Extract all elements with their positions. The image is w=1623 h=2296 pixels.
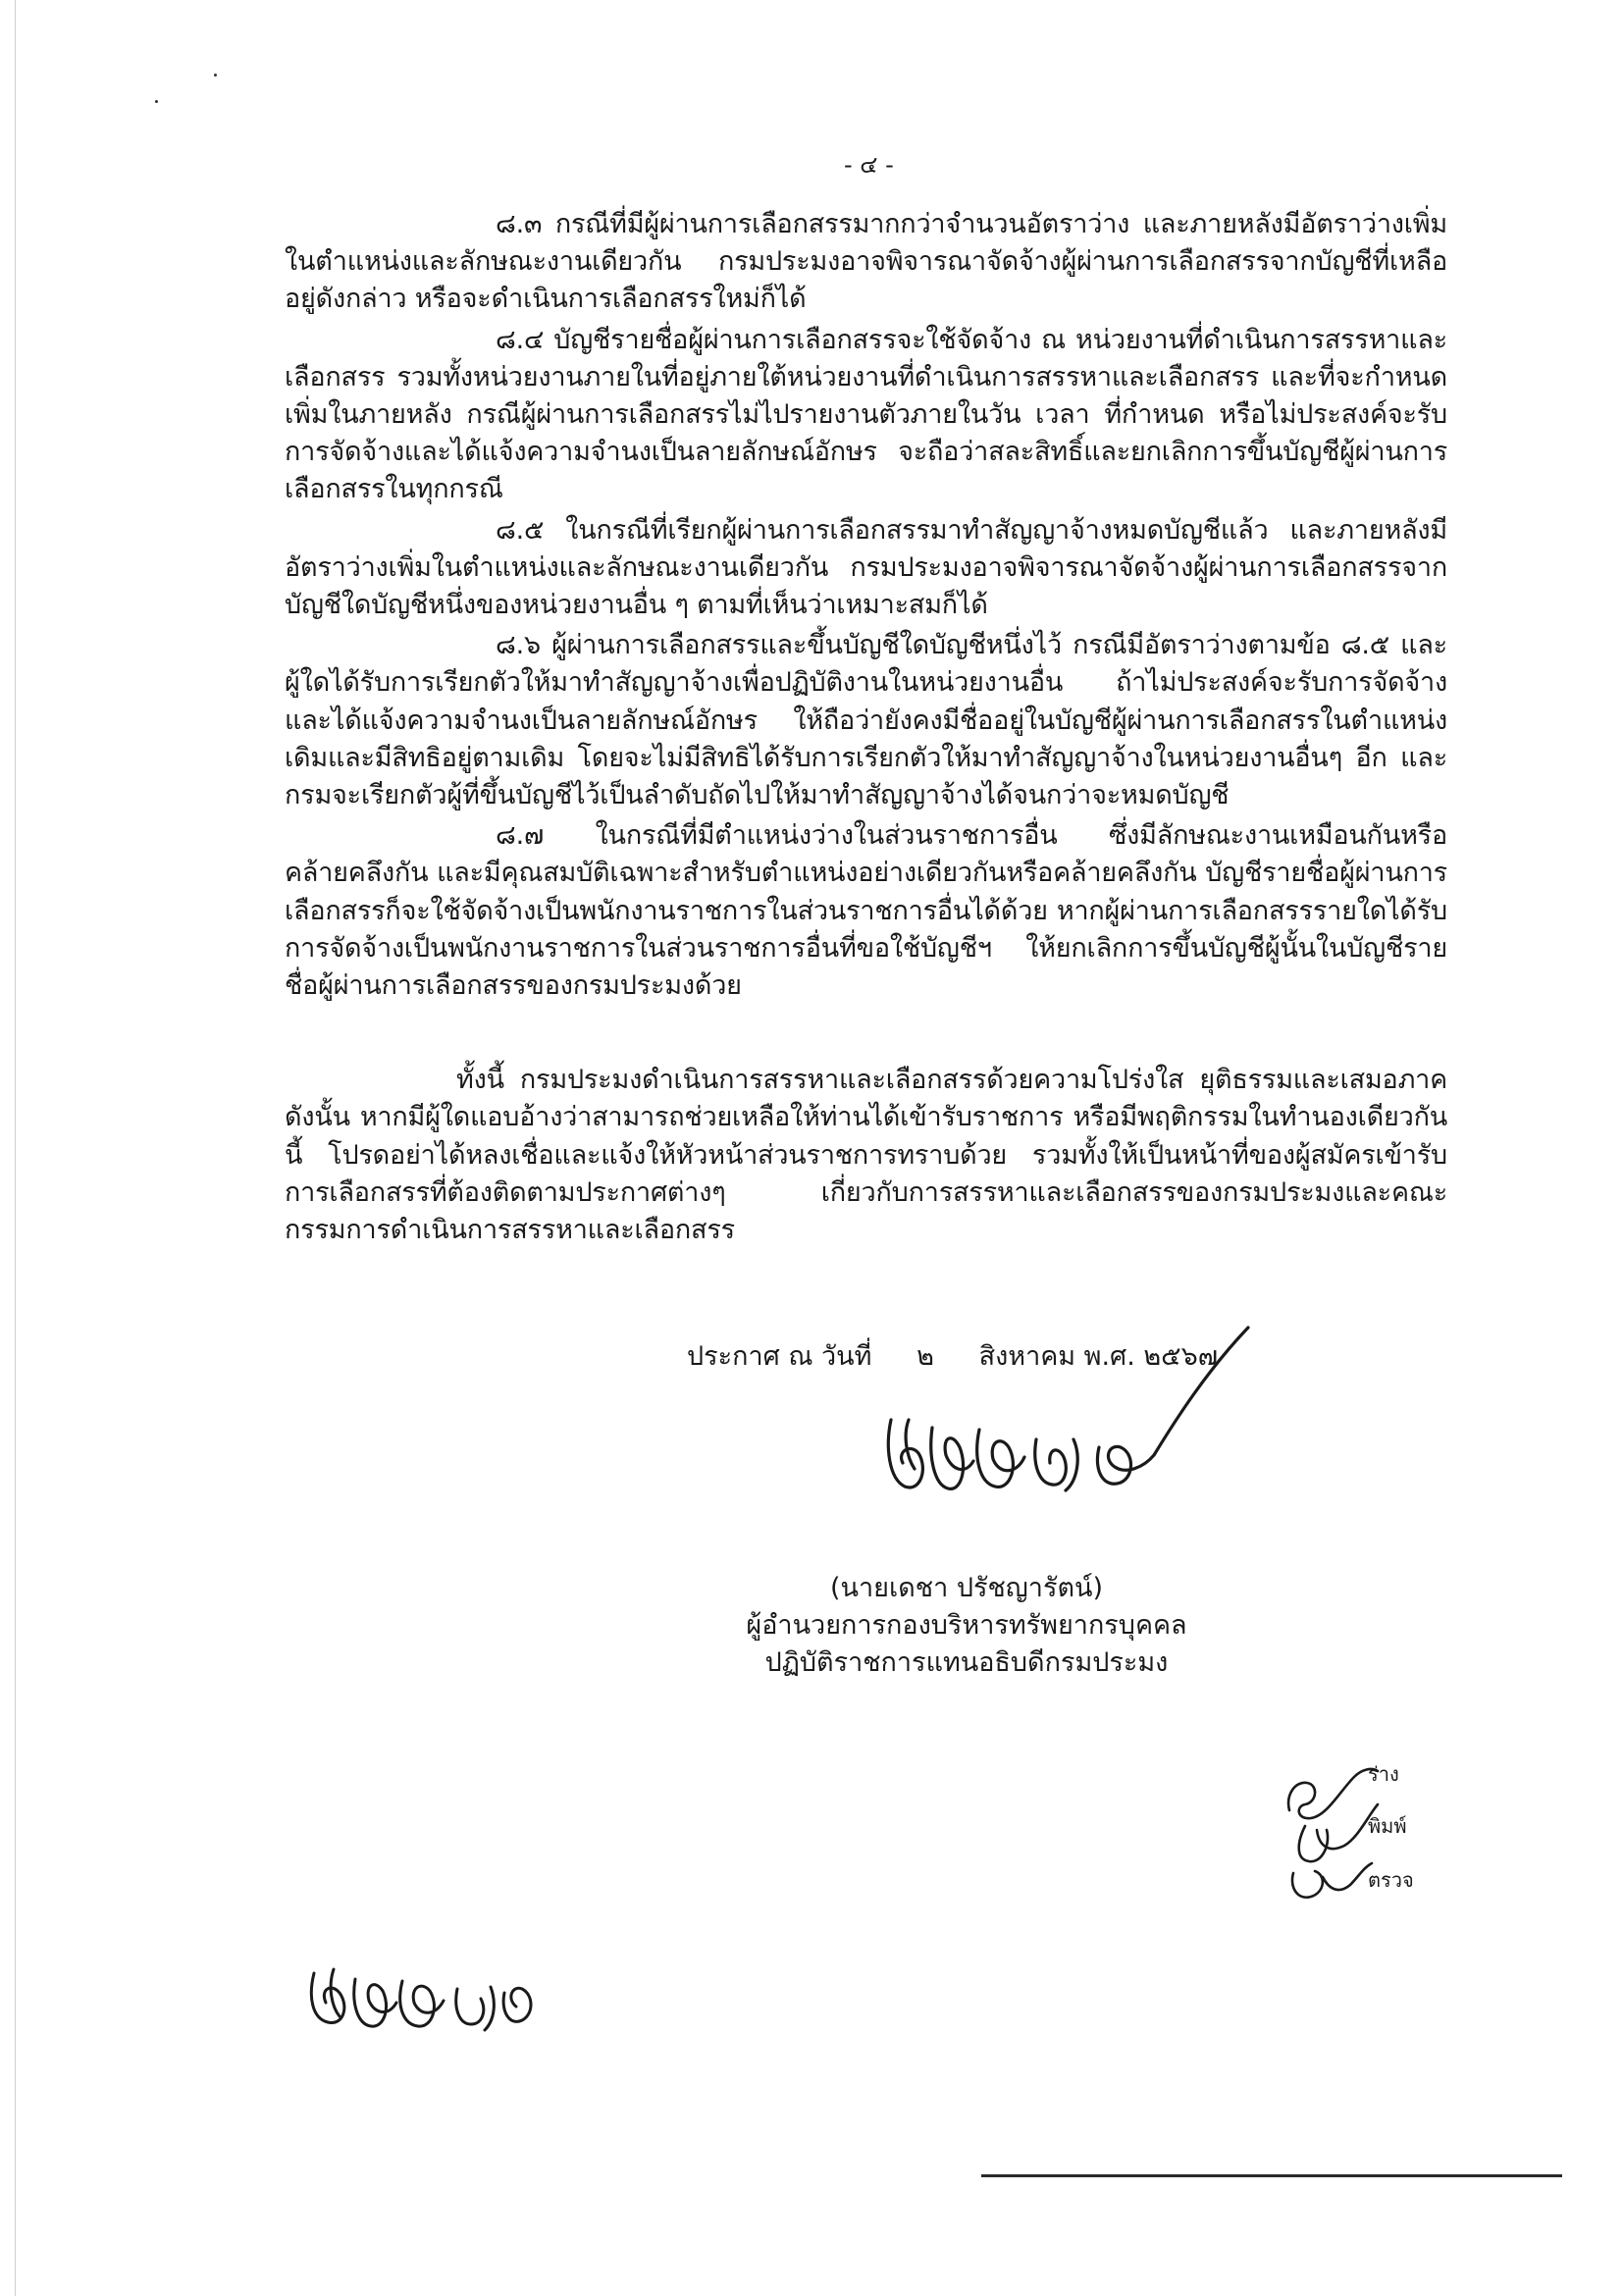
clause-8-7: ๘.๗ ในกรณีที่มีตำแหน่งว่างในส่วนราชการอื่น ซึ่งมีลักษณะงานเหมือนกันหรือคล้ายคลึงกัน และมีคุณสมบัติเฉพาะสำหรับตำแหน่งอย่างเดียวกันหรือคล้ายคลึงกัน บัญชีรายชื่อผู้ผ่านการเลือกสรรก็จะใช้จัดจ้างเป็นพนักงานราชการในส่วนราชการอื่นได้ด้วย หากผู้ผ่านการเลือกสรรรายใดได้รับการจัดจ้างเป็นพนักงานราชการในส่วนราชการอื่นที่ขอใช้บัญชีฯ ให้ยกเลิกการขึ้นบัญชีผู้นั้นในบัญชีรายชื่อผู้ผ่านการเลือกสรรของกรมประมงด้วย (285, 820, 1447, 1002)
dateline-prefix: ประกาศ ณ วันที่ (687, 1341, 872, 1372)
initials-check-label: ตรวจ (1368, 1868, 1414, 1892)
initials-signatures (1276, 1751, 1384, 1908)
footer-rule (981, 2174, 1562, 2177)
closing-paragraph: ทั้งนี้ กรมประมงดำเนินการสรรหาและเลือกสรรด้วยความโปร่งใส ยุติธรรมและเสมอภาค ดังนั้น หากมีผู้ใดแอบอ้างว่าสามารถช่วยเหลือให้ท่านได้เข้ารับราชการ หรือมีพฤติกรรมในทำนองเดียวกันนี้ โปรดอย่าได้หลงเชื่อและแจ้งให้หัวหน้าส่วนราชการทราบด้วย รวมทั้งให้เป็นหน้าที่ของผู้สมัครเข้ารับการเลือกสรรที่ต้องติดตามประกาศต่างๆ เกี่ยวกับการสรรหาและเลือกสรรของกรมประมงและคณะกรรมการดำเนินการสรรหาและเลือกสรร (285, 1065, 1447, 1246)
dateline-month-year: สิงหาคม พ.ศ. ๒๕๖๗ (978, 1341, 1219, 1372)
document-body (285, 206, 1447, 1249)
scan-speck (214, 74, 217, 77)
initials-draft-label: ร่าง (1368, 1762, 1399, 1786)
signatory-name: (นายเดชา ปรัชญารัตน์) (830, 1573, 1103, 1603)
clause-8-3: ๘.๓ กรณีที่มีผู้ผ่านการเลือกสรรมากกว่าจำนวนอัตราว่าง และภายหลังมีอัตราว่างเพิ่มในตำแหน่งและลักษณะงานเดียวกัน กรมประมงอาจพิจารณาจัดจ้างผู้ผ่านการเลือกสรรจากบัญชีที่เหลืออยู่ดังกล่าว หรือจะดำเนินการเลือกสรรใหม่ก็ได้ (285, 209, 1447, 315)
scan-margin-line (15, 0, 16, 2296)
clause-8-6: ๘.๖ ผู้ผ่านการเลือกสรรและขึ้นบัญชีใดบัญชีหนึ่งไว้ กรณีมีอัตราว่างตามข้อ ๘.๕ และผู้ใดได้รับการเรียกตัวให้มาทำสัญญาจ้างเพื่อปฏิบัติงานในหน่วยงานอื่น ถ้าไม่ประสงค์จะรับการจัดจ้างและได้แจ้งความจำนงเป็นลายลักษณ์อักษร ให้ถือว่ายังคงมีชื่ออยู่ในบัญชีผู้ผ่านการเลือกสรรในตำแหน่งเดิมและมีสิทธิอยู่ตามเดิม โดยจะไม่มีสิทธิได้รับการเรียกตัวให้มาทำสัญญาจ้างในหน่วยงานอื่นๆ อีก และกรมจะเรียกตัวผู้ที่ขึ้นบัญชีไว้เป็นลำดับถัดไปให้มาทำสัญญาจ้างได้จนกว่าจะหมดบัญชี (285, 630, 1447, 811)
signatory-acting: ปฏิบัติราชการแทนอธิบดีกรมประมง (764, 1647, 1169, 1678)
scan-speck (155, 100, 158, 103)
initials-print-label: พิมพ์ (1368, 1814, 1407, 1838)
bottom-left-signature-image (294, 1908, 550, 2036)
clause-8-4: ๘.๔ บัญชีรายชื่อผู้ผ่านการเลือกสรรจะใช้จัดจ้าง ณ หน่วยงานที่ดำเนินการสรรหาและเลือกสรร รวมทั้งหน่วยงานภายในที่อยู่ภายใต้หน่วยงานที่ดำเนินการสรรหาและเลือกสรร และที่จะกำหนดเพิ่มในภายหลัง กรณีผู้ผ่านการเลือกสรรไม่ไปรายงานตัวภายในวัน เวลา ที่กำหนด หรือไม่ประสงค์จะรับการจัดจ้างและได้แจ้งความจำนงเป็นลายลักษณ์อักษร จะถือว่าสละสิทธิ์และยกเลิกการขึ้นบัญชีผู้ผ่านการเลือกสรรในทุกกรณี (285, 324, 1447, 505)
signatory-position: ผู้อำนวยการกองบริหารทรัพยากรบุคคล (746, 1610, 1187, 1641)
page-number: - ๔ - (844, 151, 894, 179)
dateline-day: ๒ (916, 1341, 934, 1372)
signatory-block (721, 1570, 1212, 1682)
clause-8-5: ๘.๕ ในกรณีที่เรียกผู้ผ่านการเลือกสรรมาทำสัญญาจ้างหมดบัญชีแล้ว และภายหลังมีอัตราว่างเพิ่มในตำแหน่งและลักษณะงานเดียวกัน กรมประมงอาจพิจารณาจัดจ้างผู้ผ่านการเลือกสรรจากบัญชีใดบัญชีหนึ่งของหน่วยงานอื่น ๆ ตามที่เห็นว่าเหมาะสมก็ได้ (285, 514, 1447, 621)
director-signature-image (864, 1310, 1276, 1516)
